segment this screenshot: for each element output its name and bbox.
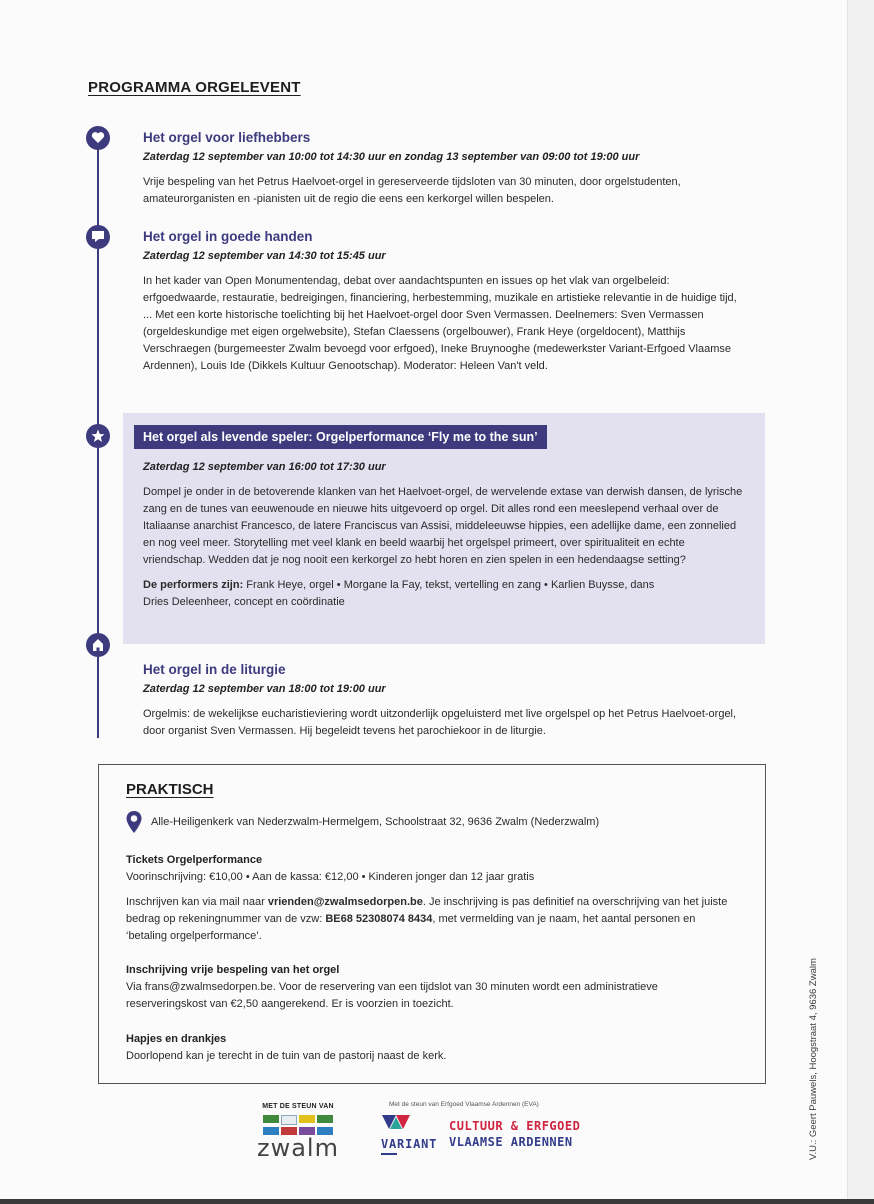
variant-logo — [381, 1114, 443, 1155]
eva-line-2: VLAAMSE ARDENNEN — [449, 1135, 573, 1149]
praktisch-box — [98, 764, 766, 1084]
tickets-block — [126, 854, 738, 945]
zwalm-color-grid — [252, 1115, 344, 1135]
event-description: Vrije bespeling van het Petrus Haelvoet-orgel in gereserveerde tijdsloten van 30 minuten, door orgelstudenten, amateurorganisten en -pianisten uit de regio die eens een kerkorgel willen bespelen. — [143, 176, 681, 205]
event-goede-handen — [143, 229, 741, 375]
tickets-text-a: Inschrijven kan via mail naar — [126, 896, 268, 908]
hapjes-heading: Hapjes en drankjes — [126, 1033, 227, 1045]
event-description: In het kader van Open Monumentendag, debat over aandachtspunten en issues op het vlak van orgelbeleid: erfgoedwaarde, restauratie, bedreigingen, financiering, herbestemming, muzikale en artistieke relevantie in de huidige tijd, ... Met een korte historische toelichting bij het Haelvoet-orgel door Sven Vermassen. Deelnemers: Sven Vermassen (orgeldeskundige met eigen orgelwebsite), Stefan Claessens (orgelbouwer), Frank Heye (orgeldocent), Matthijs Verschraegen (burgemeester Zwalm bevoegd voor erfgoed), Ineke Bruynooghe (medewerkster Variant-Erfgoed Vlaamse Ardennen), Louis Ide (Dikkels Kultuur Genootschap). Moderator: Heleen Van't veld. — [143, 275, 737, 372]
event-description: Dompel je onder in de betoverende klanken van het Haelvoet-orgel, de wervelende extase van derwish dansen, de lyrische zang en de tunes van eeuwenoude en nieuwe hits uitgevoerd op orgel. Dit alles rond een meeslepend verhaal over de Italiaanse anarchist Francesco, de latere Franciscus van Assisi, middeleeuwse hippies, een adellijke dame, een zonnelied en nog veel meer. Storytelling met veel klank en beeld waarbij het orgelspel primeert, over spiritualiteit en echte vriendschap. Wedden dat je nog nooit een kerkorgel zo hebt horen en zien spelen in een hedendaagse setting? — [143, 486, 743, 566]
bespeling-heading: Inschrijving vrije bespeling van het orgel — [126, 964, 340, 976]
location-text: Alle-Heiligenkerk van Nederzwalm-Hermelgem, Schoolstraat 32, 9636 Zwalm (Nederzwalm) — [151, 816, 600, 828]
tickets-text-c: , met vermelding van je naam, het aantal personen en ‘betaling orgelperformance’. — [126, 913, 696, 942]
zwalm-wordmark: zwalm — [257, 1134, 339, 1162]
event-title: Het orgel in goede handen — [143, 229, 313, 244]
section-title: PROGRAMMA ORGELEVENT — [88, 79, 301, 96]
location-pin-icon — [125, 810, 143, 834]
location — [125, 810, 599, 834]
bespeling-text: Via frans@zwalmsedorpen.be. Voor de reservering van een tijdslot van 30 minuten wordt een administratieve reserveringskost van €2,50 aangerekend. Er is voorzien in toezicht. — [126, 981, 658, 1010]
hapjes-text: Doorlopend kan je terecht in de tuin van de pastorij naast de kerk. — [126, 1050, 447, 1062]
vu-imprint: V.U.: Geert Pauwels, Hoogstraat 4, 9636 Zwalm — [808, 958, 819, 1160]
tickets-email-link[interactable]: vrienden@zwalmsedorpen.be — [267, 896, 423, 908]
variant-underline — [381, 1153, 397, 1155]
event-title: Het orgel voor liefhebbers — [143, 130, 311, 145]
star-icon — [86, 424, 110, 448]
eva-caption: Met de steun van Erfgoed Vlaamse Ardennen (EVA) — [389, 1101, 539, 1108]
eva-line-1: CULTUUR & ERFGOED — [449, 1119, 581, 1133]
church-icon — [86, 633, 110, 657]
variant-wordmark: VARIANT — [381, 1137, 438, 1151]
event-date: Zaterdag 12 september van 14:30 tot 15:45 uur — [143, 250, 386, 262]
event-levende-speler — [134, 425, 746, 611]
variant-triangle-icon — [381, 1114, 411, 1130]
performers-line-1: Frank Heye, orgel • Morgane la Fay, tekst, vertelling en zang • Karlien Buysse, dans — [243, 579, 655, 591]
bespeling-block — [126, 964, 738, 1013]
tickets-iban: BE68 52308074 8434 — [325, 913, 433, 925]
event-title: Het orgel als levende speler: Orgelperformance ‘Fly me to the sun’ — [134, 425, 547, 449]
event-date: Zaterdag 12 september van 10:00 tot 14:30 uur en zondag 13 september van 09:00 tot 19:00 uur — [143, 151, 640, 163]
page-bottom-edge — [0, 1199, 874, 1204]
tickets-info — [126, 894, 738, 945]
tickets-heading: Tickets Orgelperformance — [126, 854, 263, 866]
performers-line-2: Dries Deleenheer, concept en coördinatie — [143, 596, 345, 608]
praktisch-title: PRAKTISCH — [126, 781, 214, 798]
event-performers — [143, 577, 746, 611]
event-date: Zaterdag 12 september van 16:00 tot 17:30 uur — [143, 461, 386, 473]
eva-logo — [381, 1101, 611, 1155]
heart-icon — [86, 126, 110, 150]
tickets-prices: Voorinschrijving: €10,00 • Aan de kassa: €12,00 • Kinderen jonger dan 12 jaar gratis — [126, 871, 535, 883]
zwalm-logo — [252, 1103, 344, 1161]
event-liefhebbers — [143, 130, 741, 208]
performers-label: De performers zijn: — [143, 579, 244, 591]
event-date: Zaterdag 12 september van 18:00 tot 19:00 uur — [143, 683, 386, 695]
eva-wordmark — [449, 1114, 580, 1150]
zwalm-caption: MET DE STEUN VAN — [262, 1103, 334, 1110]
page-edge — [847, 0, 874, 1204]
event-description: Orgelmis: de wekelijkse eucharistieviering wordt uitzonderlijk opgeluisterd met live orgelspel op het Petrus Haelvoet-orgel, door organist Sven Vermassen. Hij begeleidt tevens het parochiekoor in de liturgie. — [143, 708, 737, 737]
event-liturgie — [143, 662, 741, 740]
speech-bubble-icon — [86, 225, 110, 249]
hapjes-block — [126, 1033, 738, 1065]
event-title: Het orgel in de liturgie — [143, 662, 286, 677]
tickets-text-b: . Je inschrijving is pas definitief na overschrijving van het juiste bedrag op rekeningnummer van de vzw: — [126, 896, 728, 925]
